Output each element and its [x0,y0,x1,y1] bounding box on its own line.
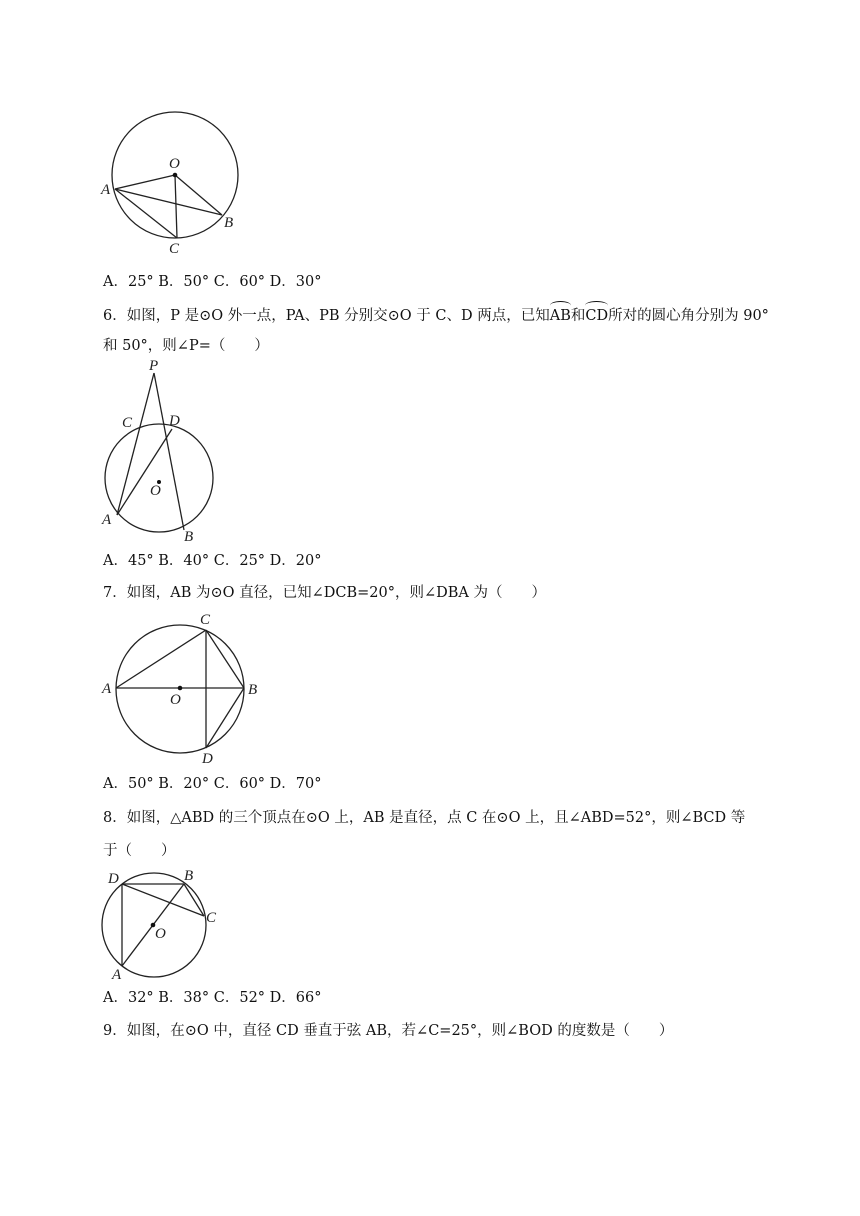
q7-line1: 7．如图，AB 为⊙O 直径，已知∠DCB=20°，则∠DBA 为（ ） [103,585,546,601]
q5-options: A．25° B．50° C．60° D．30° [103,274,322,290]
label-d: D [169,413,180,429]
q6-line2: 和 50°，则∠P=（ ） [103,338,269,354]
label-a: A [112,967,122,982]
q9-line1: 9．如图，在⊙O 中，直径 CD 垂直于弦 AB，若∠C=25°，则∠BOD 的度数是（ ） [103,1023,674,1039]
figure-q7 [98,606,268,768]
label-o: O [155,926,166,942]
label-o: O [170,692,181,708]
label-c: C [206,910,217,926]
q6-options: A．45° B．40° C．25° D．20° [103,553,322,569]
q6-text-c: 所对的圆心角分别为 90° [608,308,769,324]
label-c: C [200,612,211,628]
q8-line2: 于（ ） [103,843,176,859]
label-b: B [184,529,194,543]
label-a: A [102,512,112,528]
center-dot [178,686,183,691]
segment-pb [154,373,184,530]
q8-line1: 8．如图，△ABD 的三个顶点在⊙O 上，AB 是直径，点 C 在⊙O 上，且∠ABD=52°，则∠BCD 等 [103,810,746,826]
label-a: A [101,182,111,198]
q6-text-a: 6．如图，P 是⊙O 外一点，PA、PB 分别交⊙O 于 C、D 两点，已知 [103,308,550,324]
center-dot [173,173,178,178]
segment-oc [175,175,177,238]
segment-cb [206,630,244,688]
segment-ao [115,175,175,189]
segment-ad [117,429,172,515]
arc-cd: CD [585,304,608,326]
segment-bc [184,884,204,916]
label-c: C [122,415,133,431]
q6-line1 [103,304,769,326]
arc-ab: AB [550,304,571,326]
figure-q8 [98,866,228,982]
label-p: P [149,358,159,374]
segment-db [206,688,244,748]
label-d: D [202,751,213,767]
label-a: A [102,681,112,697]
figure-q6 [98,358,223,543]
label-b: B [248,682,258,698]
q6-text-b: 和 [570,308,586,324]
label-d: D [108,871,119,887]
figure-q5 [98,100,248,260]
q8-options: A．32° B．38° C．52° D．66° [103,990,322,1006]
segment-ac [116,630,206,688]
label-b: B [184,868,194,884]
label-o: O [150,483,161,499]
circle-o [105,424,213,532]
segment-pa [117,373,154,515]
q7-options: A．50° B．20° C．60° D．70° [103,776,322,792]
label-o: O [169,156,180,172]
label-b: B [224,215,234,231]
label-c: C [169,241,180,257]
